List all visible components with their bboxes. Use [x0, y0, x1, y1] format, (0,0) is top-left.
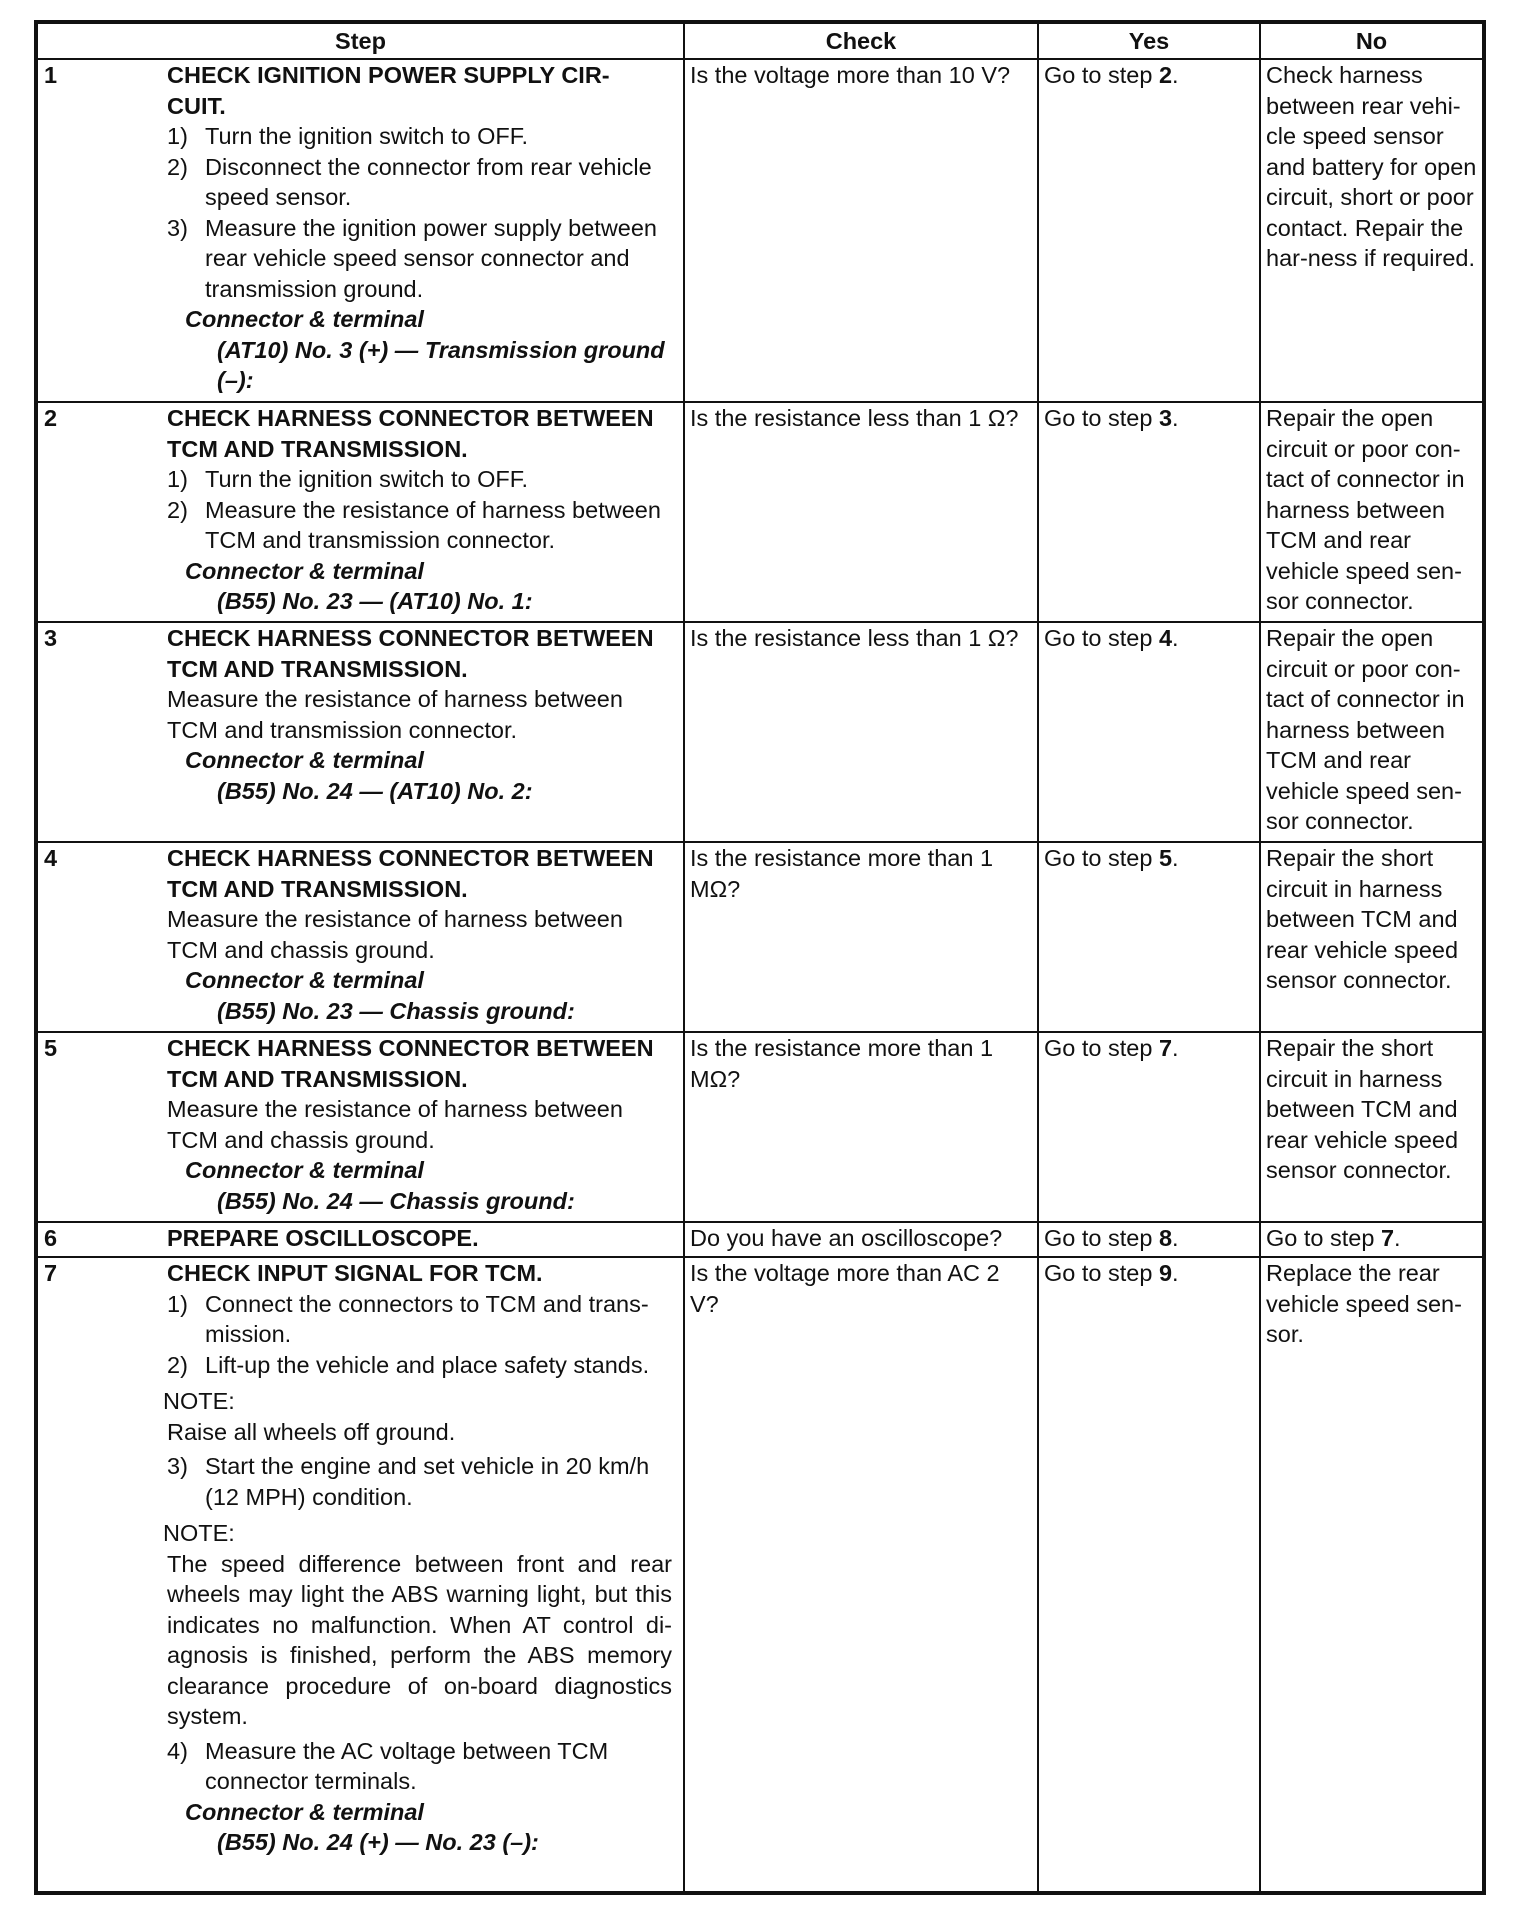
- no-cell: Repair the open circuit or poor con-tact of connector in harness between TCM and rear vehicle speed sen-sor connector.: [1260, 402, 1484, 622]
- connector-label: Connector & terminal: [185, 967, 424, 993]
- no-cell: Repair the open circuit or poor con-tact of connector in harness between TCM and rear vehicle speed sen-sor connector.: [1260, 622, 1484, 842]
- substep: 1) Connect the connectors to TCM and trans-mission.: [167, 1290, 649, 1347]
- step-number: 1: [44, 62, 58, 88]
- header-no: No: [1260, 22, 1484, 59]
- step-title: CHECK IGNITION POWER SUPPLY CIR-: [167, 62, 610, 88]
- substep: 3) Measure the ignition power supply between rear vehicle speed sensor connector and transmission ground.: [167, 214, 657, 302]
- check-cell: Is the voltage more than AC 2 V?: [684, 1257, 1038, 1893]
- connector-terminal: (B55) No. 24 — (AT10) No. 2:: [217, 777, 533, 804]
- step-cell: [36, 59, 684, 402]
- no-cell: Repair the short circuit in harness between TCM and rear vehicle speed sensor connector.: [1260, 842, 1484, 1032]
- check-cell: Is the resistance less than 1 Ω?: [684, 402, 1038, 622]
- substep: 1) Turn the ignition switch to OFF.: [167, 466, 529, 492]
- step-number: 6: [44, 1225, 58, 1251]
- connector-label: Connector & terminal: [185, 557, 424, 584]
- substep: 1) Turn the ignition switch to OFF.: [167, 123, 529, 149]
- connector-terminal: (B55) No. 24 — Chassis ground:: [217, 1187, 575, 1214]
- step-title-cont: CUIT.: [167, 92, 226, 119]
- substep: 3) Start the engine and set vehicle in 20 km/h (12 MPH) condition.: [167, 1453, 650, 1510]
- table-row: [36, 1222, 1484, 1257]
- step-title: CHECK HARNESS CONNECTOR BETWEEN TCM AND TRANSMISSION.: [167, 1035, 654, 1092]
- step-title: CHECK INPUT SIGNAL FOR TCM.: [167, 1260, 543, 1286]
- connector-label: Connector & terminal: [185, 1157, 424, 1183]
- no-cell: Replace the rear vehicle speed sen-sor.: [1260, 1257, 1484, 1893]
- step-title: CHECK HARNESS CONNECTOR BETWEEN TCM AND TRANSMISSION.: [167, 845, 654, 902]
- step-cell: [36, 622, 684, 842]
- yes-cell: Go to step 2.: [1038, 59, 1260, 402]
- substep: 4) Measure the AC voltage between TCM connector terminals.: [167, 1737, 609, 1794]
- step-cell: [36, 1032, 684, 1222]
- table-row: [36, 1032, 1484, 1222]
- step-cell: [36, 1257, 684, 1893]
- step-text: Measure the resistance of harness between TCM and chassis ground.: [167, 1096, 623, 1153]
- table-row: [36, 842, 1484, 1032]
- check-cell: Do you have an oscilloscope?: [684, 1222, 1038, 1257]
- step-cell: [36, 842, 684, 1032]
- check-cell: Is the voltage more than 10 V?: [684, 59, 1038, 402]
- step-title: CHECK HARNESS CONNECTOR BETWEEN TCM AND TRANSMISSION.: [167, 625, 654, 682]
- header-step: Step: [36, 22, 684, 59]
- connector-label: Connector & terminal: [185, 1798, 424, 1825]
- table-row: [36, 1257, 1484, 1893]
- no-cell: Check harness between rear vehi-cle speed sensor and battery for open circuit, short or poor contact. Repair the har-ness if required.: [1260, 59, 1484, 402]
- yes-cell: Go to step 8.: [1038, 1222, 1260, 1257]
- step-number: 4: [44, 845, 58, 871]
- header-yes: Yes: [1038, 22, 1260, 59]
- diagnostic-table: [34, 20, 1486, 1895]
- yes-cell: Go to step 9.: [1038, 1257, 1260, 1893]
- connector-terminal: (AT10) No. 3 (+) — Transmission ground (–):: [217, 336, 665, 393]
- yes-cell: Go to step 3.: [1038, 402, 1260, 622]
- yes-cell: Go to step 7.: [1038, 1032, 1260, 1222]
- substep: 2) Lift-up the vehicle and place safety stands.: [167, 1351, 650, 1378]
- header-check: Check: [684, 22, 1038, 59]
- connector-terminal: (B55) No. 23 — (AT10) No. 1:: [217, 588, 533, 614]
- table-row: [36, 402, 1484, 622]
- step-cell: [36, 1222, 684, 1257]
- yes-cell: Go to step 4.: [1038, 622, 1260, 842]
- step-text: Measure the resistance of harness between TCM and chassis ground.: [167, 906, 623, 963]
- check-cell: Is the resistance less than 1 Ω?: [684, 622, 1038, 842]
- connector-terminal: (B55) No. 24 (+) — No. 23 (–):: [217, 1829, 539, 1855]
- step-number: 7: [44, 1260, 58, 1286]
- connector-terminal: (B55) No. 23 — Chassis ground:: [217, 997, 575, 1024]
- substep: 2) Disconnect the connector from rear vehicle speed sensor.: [167, 153, 652, 210]
- step-number: 5: [44, 1035, 58, 1061]
- step-number: 3: [44, 625, 58, 651]
- header-row: [36, 22, 1484, 59]
- step-cell: [36, 402, 684, 622]
- connector-label: Connector & terminal: [185, 306, 424, 332]
- note-label: NOTE:: [163, 1388, 235, 1414]
- note-text: Raise all wheels off ground.: [167, 1418, 456, 1445]
- step-number: 2: [44, 405, 58, 431]
- step-title: CHECK HARNESS CONNECTOR BETWEEN TCM AND TRANSMISSION.: [167, 405, 654, 462]
- note-text: The speed difference between front and rear wheels may light the ABS warning light, but this indicates no malfunction. When AT control di-agnosis is finished, perform the ABS memory clearance procedure of on-board diagnostics system.: [167, 1550, 672, 1729]
- no-cell: Repair the short circuit in harness between TCM and rear vehicle speed sensor connector.: [1260, 1032, 1484, 1222]
- check-cell: Is the resistance more than 1 MΩ?: [684, 842, 1038, 1032]
- yes-cell: Go to step 5.: [1038, 842, 1260, 1032]
- no-cell: Go to step 7.: [1260, 1222, 1484, 1257]
- substep: 2) Measure the resistance of harness between TCM and transmission connector.: [167, 496, 661, 553]
- step-title: PREPARE OSCILLOSCOPE.: [167, 1225, 479, 1251]
- step-text: Measure the resistance of harness between TCM and transmission connector.: [167, 686, 623, 743]
- table-row: [36, 622, 1484, 842]
- note-label: NOTE:: [163, 1520, 235, 1546]
- connector-label: Connector & terminal: [185, 747, 424, 773]
- check-cell: Is the resistance more than 1 MΩ?: [684, 1032, 1038, 1222]
- table-row: [36, 59, 1484, 402]
